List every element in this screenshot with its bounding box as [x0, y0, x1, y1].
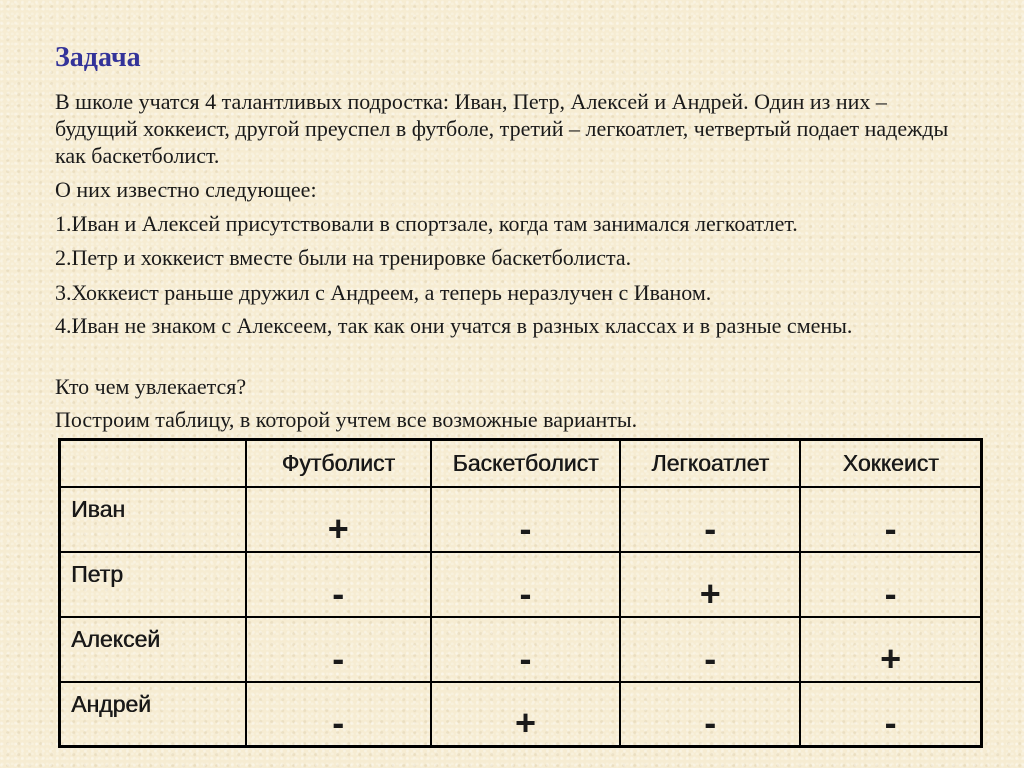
- slide-title: Задача: [55, 42, 141, 73]
- mark-cell: -: [800, 487, 981, 552]
- mark-cell: +: [246, 487, 431, 552]
- row-name-ivan: Иван: [60, 487, 246, 552]
- mark-cell: -: [431, 617, 620, 682]
- mark-cell: -: [620, 682, 800, 747]
- mark-cell: +: [620, 552, 800, 617]
- mark-cell: -: [431, 552, 620, 617]
- header-empty-cell: [60, 440, 246, 487]
- build-paragraph: Построим таблицу, в которой учтем все возможные варианты.: [55, 407, 638, 432]
- mark-cell: -: [800, 682, 981, 747]
- fact-4: 4.Иван не знаком с Алексеем, так как они учатся в разных классах и в разные смены.: [55, 313, 853, 338]
- mark-cell: -: [246, 552, 431, 617]
- mark-cell: -: [800, 552, 981, 617]
- header-football: Футболист: [246, 440, 431, 487]
- intro-paragraph: В школе учатся 4 талантливых подростка: Иван, Петр, Алексей и Андрей. Один из них – будущий хоккеист, другой преуспел в футболе, третий – легкоатлет, четвертый подает надежды как баскетболист.: [55, 89, 949, 168]
- mark-cell: -: [431, 487, 620, 552]
- header-hockey: Хоккеист: [800, 440, 981, 487]
- table-row: [60, 487, 982, 552]
- row-name-andrey: Андрей: [60, 682, 246, 747]
- header-basketball: Баскетболист: [431, 440, 620, 487]
- question-paragraph: Кто чем увлекается?: [55, 374, 247, 399]
- mark-cell: +: [431, 682, 620, 747]
- mark-cell: -: [246, 617, 431, 682]
- known-paragraph: О них известно следующее:: [55, 177, 317, 202]
- table-row: [60, 552, 982, 617]
- mark-cell: +: [800, 617, 981, 682]
- fact-1: 1.Иван и Алексей присутствовали в спортзале, когда там занимался легкоатлет.: [55, 211, 798, 236]
- table-row: [60, 617, 982, 682]
- table-header-row: [60, 440, 982, 487]
- fact-2: 2.Петр и хоккеист вместе были на тренировке баскетболиста.: [55, 245, 632, 270]
- mark-cell: -: [246, 682, 431, 747]
- row-name-aleksey: Алексей: [60, 617, 246, 682]
- fact-3: 3.Хоккеист раньше дружил с Андреем, а теперь неразлучен с Иваном.: [55, 280, 712, 305]
- logic-table: [58, 438, 983, 748]
- mark-cell: -: [620, 617, 800, 682]
- header-athletics: Легкоатлет: [620, 440, 800, 487]
- row-name-petr: Петр: [60, 552, 246, 617]
- table-row: [60, 682, 982, 747]
- mark-cell: -: [620, 487, 800, 552]
